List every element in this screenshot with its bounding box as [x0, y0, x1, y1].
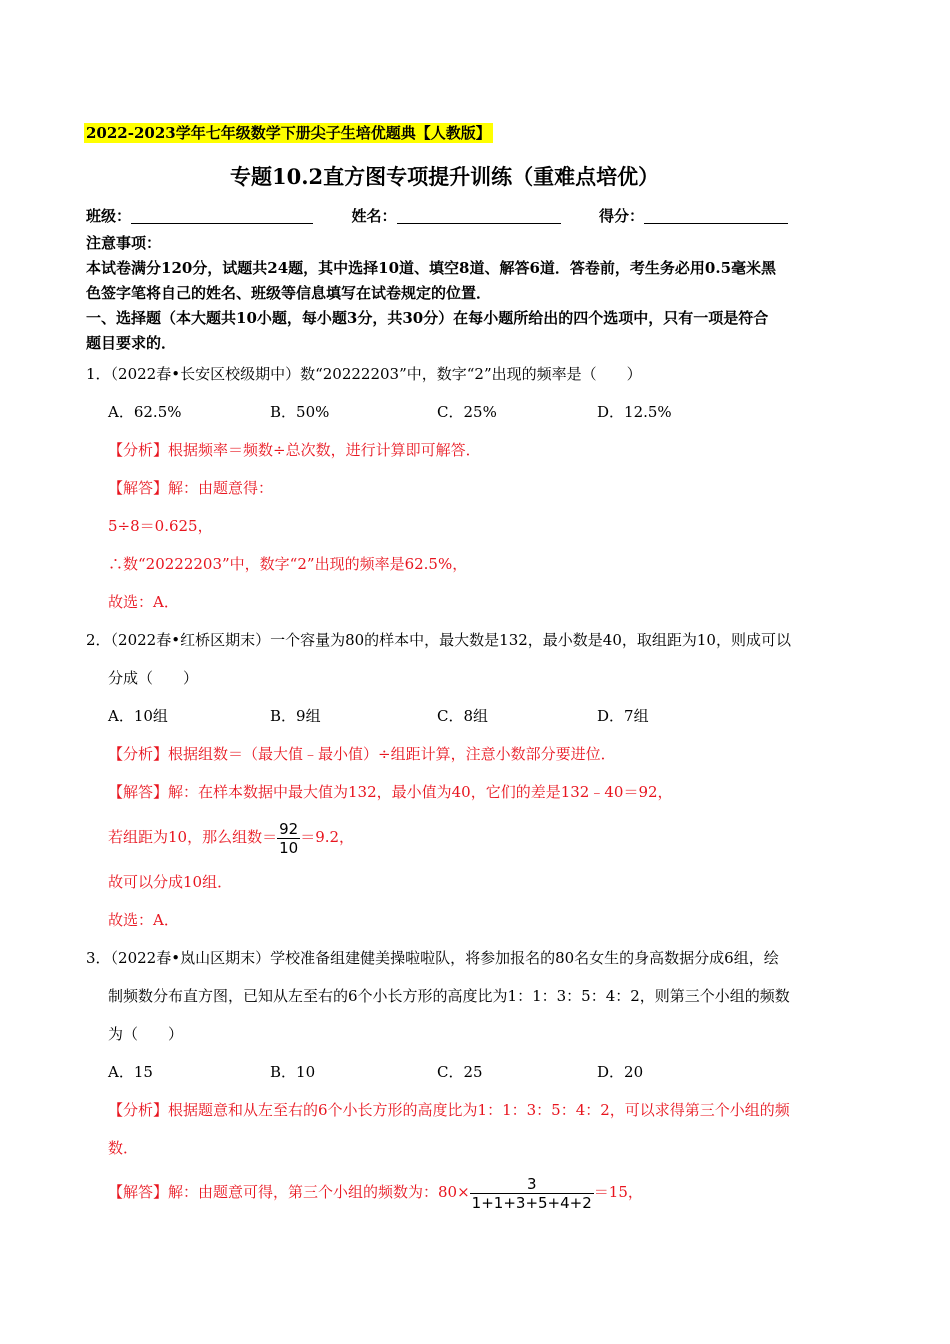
class-blank[interactable]: [131, 207, 313, 224]
q2-fraction: [277, 820, 300, 857]
banner-text: 2022-2023学年七年级数学下册尖子生培优题典【人教版】: [86, 124, 491, 142]
q3-option-d: D．20: [597, 1063, 644, 1081]
q3-answer-prefix: 【解答】解：由题意可得，第三个小组的频数为：80×: [108, 1183, 470, 1201]
series-banner: [84, 123, 493, 143]
info-fields: [86, 206, 788, 226]
q1-analysis: 【分析】根据频率＝频数÷总次数，进行计算即可解答．: [108, 441, 481, 459]
q2-stem-line-1: 2．（2022春•红桥区期末）一个容量为80的样本中，最大数是132，最小数是40，取组距为10，则成可以: [86, 631, 791, 649]
name-label: 姓名：: [351, 207, 397, 225]
q2-option-b: B．9组: [270, 707, 321, 725]
q2-option-a: A．10组: [108, 707, 168, 725]
q1-choice: 故选：A．: [108, 593, 179, 611]
q1-stem: 1．（2022春•长安区校级期中）数“20222203”中，数字“2”出现的频率是（ ）: [86, 365, 642, 383]
q3-analysis-line-1: 【分析】根据题意和从左至右的6个小长方形的高度比为1：1：3：5：4：2，可以求得第三个小组的频: [108, 1101, 790, 1119]
section-heading-1: 一、选择题（本大题共10小题，每小题3分，共30分）在每小题所给出的四个选项中，只有一项是符合: [86, 309, 769, 327]
q3-fraction-denominator: 1+1+3+5+4+2: [471, 1193, 592, 1212]
q3-stem-line-1: 3．（2022春•岚山区期末）学校准备组建健美操啦啦队，将参加报名的80名女生的身高数据分成6组，绘: [86, 949, 779, 967]
q1-step-1: 5÷8＝0.625，: [108, 517, 213, 535]
q1-option-c: C．25%: [437, 403, 497, 421]
notice-line-2: 色签字笔将自己的姓名、班级等信息填写在试卷规定的位置．: [86, 284, 492, 302]
q3-answer: [108, 1170, 643, 1214]
q1-step-2: ∴数“20222203”中，数字“2”出现的频率是62.5%，: [108, 555, 468, 573]
notice-line-1: 本试卷满分120分，试题共24题，其中选择10道、填空8道、解答6道．答卷前，考生务必用0.5毫米黑: [86, 259, 777, 277]
q3-option-a: A．15: [108, 1063, 153, 1081]
q2-analysis: 【分析】根据组数＝（最大值﹣最小值）÷组距计算，注意小数部分要进位．: [108, 745, 616, 763]
q2-option-d: D．7组: [597, 707, 649, 725]
q3-stem-line-3: 为（ ）: [108, 1025, 184, 1043]
q3-option-b: B．10: [270, 1063, 316, 1081]
score-label: 得分：: [598, 207, 644, 225]
q3-analysis-line-2: 数．: [108, 1139, 139, 1157]
q2-choice: 故选：A．: [108, 911, 179, 929]
q2-step-1: [108, 815, 354, 859]
page-title: 专题10.2直方图专项提升训练（重难点培优）: [230, 164, 660, 189]
notice-heading: 注意事项：: [86, 234, 162, 252]
q2-step-1-suffix: ＝9.2，: [300, 828, 355, 846]
score-blank[interactable]: [644, 207, 788, 224]
q1-option-a: A．62.5%: [108, 403, 182, 421]
name-blank[interactable]: [397, 207, 561, 224]
section-heading-2: 题目要求的．: [86, 334, 177, 352]
q3-fraction-numerator: 3: [526, 1174, 537, 1193]
q2-answer: 【解答】解：在样本数据中最大值为132，最小值为40，它们的差是132﹣40＝92，: [108, 783, 673, 801]
q2-option-c: C．8组: [437, 707, 489, 725]
q3-option-c: C．25: [437, 1063, 483, 1081]
q2-step-2: 故可以分成10组．: [108, 873, 233, 891]
q3-answer-suffix: ＝15，: [593, 1183, 643, 1201]
q1-answer: 【解答】解：由题意得：: [108, 479, 274, 497]
q2-stem-line-2: 分成（ ）: [108, 669, 199, 687]
q3-fraction: [470, 1175, 594, 1212]
q2-fraction-denominator: 10: [279, 838, 299, 857]
q3-stem-line-2: 制频数分布直方图，已知从左至右的6个小长方形的高度比为1：1：3：5：4：2，则第三个小组的频数: [108, 987, 790, 1005]
q2-step-1-prefix: 若组距为10，那么组数＝: [108, 828, 278, 846]
class-label: 班级：: [86, 207, 132, 225]
q2-fraction-numerator: 92: [279, 819, 299, 838]
q1-option-d: D．12.5%: [597, 403, 672, 421]
q1-option-b: B．50%: [270, 403, 330, 421]
